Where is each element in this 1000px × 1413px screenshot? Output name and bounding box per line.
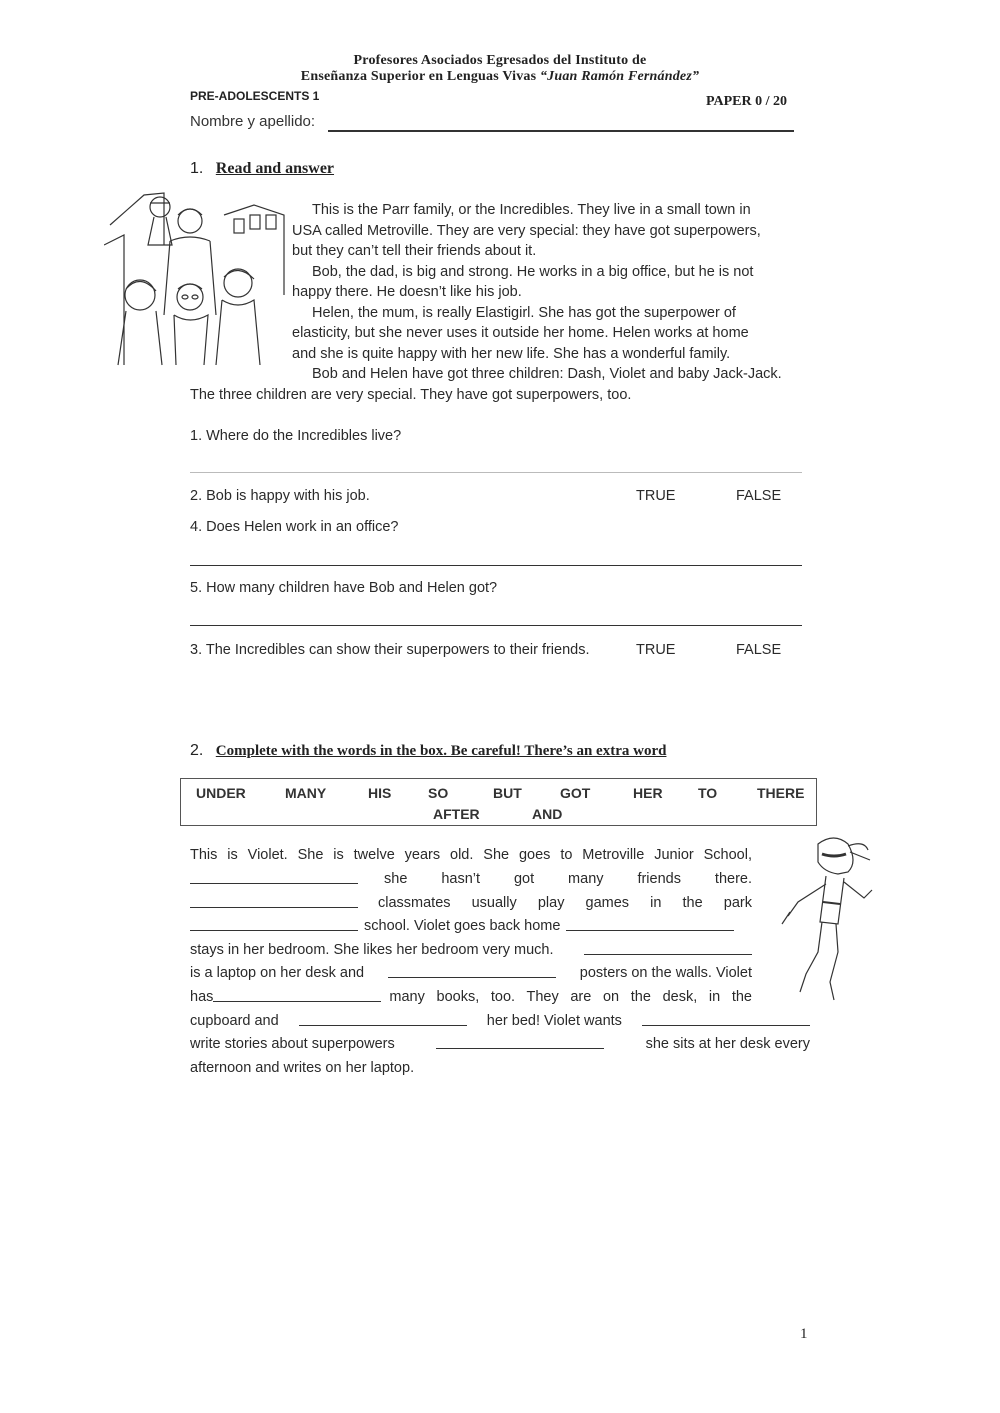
gap-10[interactable] xyxy=(436,1034,604,1049)
institution-line-2-prefix: Enseñanza Superior en Lenguas Vivas xyxy=(300,69,540,84)
cloze-line xyxy=(190,987,752,1008)
cloze-text: she sits at her desk every xyxy=(645,1036,810,1052)
institution-line-2 xyxy=(0,69,1000,85)
section-2-number: 2. xyxy=(190,742,204,759)
gap-7[interactable] xyxy=(213,987,381,1002)
question-5: 5. How many children have Bob and Helen got? xyxy=(190,580,498,596)
passage-line: USA called Metroville. They are very special: they have got superpowers, xyxy=(292,222,761,239)
cloze-text: she hasn’t got many friends there. xyxy=(384,871,752,887)
gap-6[interactable] xyxy=(388,963,556,978)
passage-line: and she is quite happy with her new life. She has a wonderful family. xyxy=(292,345,731,362)
passage-line: The three children are very special. They have got superpowers, too. xyxy=(190,387,632,403)
q3-false-option[interactable]: FALSE xyxy=(736,642,782,658)
section-2-heading xyxy=(190,742,666,760)
gap-2[interactable] xyxy=(190,893,358,908)
cloze-text: school. Violet goes back home xyxy=(364,918,561,934)
gap-5[interactable] xyxy=(584,940,752,955)
violet-illustration xyxy=(778,832,878,1004)
cloze-text: her bed! Violet wants xyxy=(486,1013,622,1029)
cloze-text: posters on the walls. Violet xyxy=(579,965,752,981)
institution-name: “Juan Ramón Fernández” xyxy=(539,69,700,84)
word-box xyxy=(180,778,817,826)
question-1: 1. Where do the Incredibles live? xyxy=(190,428,402,444)
cloze-line: This is Violet. She is twelve years old. She goes to Metroville Junior School, xyxy=(190,847,752,863)
cloze-text: write stories about superpowers xyxy=(190,1036,395,1052)
section-2-title: Complete with the words in the box. Be careful! There’s an extra word xyxy=(215,743,667,759)
paper-score: PAPER 0 / 20 xyxy=(706,94,788,109)
gap-9[interactable] xyxy=(642,1011,810,1026)
passage-line: This is the Parr family, or the Incredibles. They live in a small town in xyxy=(312,202,751,218)
cloze-line: afternoon and writes on her laptop. xyxy=(190,1060,415,1076)
q2-false-option[interactable]: FALSE xyxy=(736,488,782,504)
section-1-heading xyxy=(190,160,334,178)
cloze-line xyxy=(190,1034,810,1055)
cloze-line xyxy=(190,963,752,984)
name-field[interactable] xyxy=(328,130,794,132)
word-box-item: THERE xyxy=(757,785,805,801)
cloze-line xyxy=(190,869,752,890)
cloze-text: many books, too. They are on the desk, in the xyxy=(389,989,752,1005)
word-box-item: GOT xyxy=(560,785,591,801)
word-box-item: HER xyxy=(633,785,663,801)
answer-line-1[interactable] xyxy=(190,472,802,473)
section-1-title: Read and answer xyxy=(215,160,335,177)
cloze-line xyxy=(190,916,752,937)
gap-8[interactable] xyxy=(299,1011,467,1026)
word-box-item: BUT xyxy=(493,785,522,801)
q3-true-option[interactable]: TRUE xyxy=(636,642,676,658)
institution-line-1: Profesores Asociados Egresados del Instituto de xyxy=(353,53,647,68)
question-2: 2. Bob is happy with his job. xyxy=(190,488,370,504)
cloze-line xyxy=(190,893,752,914)
name-label: Nombre y apellido: xyxy=(190,113,316,130)
gap-4[interactable] xyxy=(566,916,734,931)
word-box-item: AFTER xyxy=(433,806,480,822)
cloze-line xyxy=(190,940,752,961)
level-label: PRE-ADOLESCENTS 1 xyxy=(190,89,320,103)
passage-line: happy there. He doesn’t like his job. xyxy=(292,284,522,300)
word-box-item: HIS xyxy=(368,785,392,801)
answer-line-4[interactable] xyxy=(190,565,802,566)
cloze-text: cupboard and xyxy=(190,1013,279,1029)
word-box-item: SO xyxy=(428,785,449,801)
cloze-line xyxy=(190,1011,810,1032)
passage-line: but they can’t tell their friends about it. xyxy=(292,243,537,259)
gap-3[interactable] xyxy=(190,916,358,931)
section-1-number: 1. xyxy=(190,160,204,177)
passage-line: elasticity, but she never uses it outside her home. Helen works at home xyxy=(292,325,749,341)
reading-passage xyxy=(292,200,812,385)
cloze-text: has xyxy=(190,989,214,1005)
answer-line-5[interactable] xyxy=(190,625,802,626)
incredibles-family-illustration xyxy=(104,185,290,370)
question-3: 3. The Incredibles can show their superpowers to their friends. xyxy=(190,642,590,658)
passage-line: Bob and Helen have got three children: Dash, Violet and baby Jack-Jack. xyxy=(312,366,782,382)
cloze-text: is a laptop on her desk and xyxy=(190,965,365,981)
page-number: 1 xyxy=(800,1326,808,1342)
q2-true-option[interactable]: TRUE xyxy=(636,488,676,504)
passage-line: Helen, the mum, is really Elastigirl. She has got the superpower of xyxy=(312,304,736,321)
cloze-text: stays in her bedroom. She likes her bedroom very much. xyxy=(190,942,554,958)
passage-line: Bob, the dad, is big and strong. He works in a big office, but he is not xyxy=(312,263,754,280)
question-4: 4. Does Helen work in an office? xyxy=(190,519,399,535)
word-box-item: AND xyxy=(532,806,563,822)
word-box-item: TO xyxy=(698,785,718,801)
word-box-item: UNDER xyxy=(196,785,246,801)
cloze-text: classmates usually play games in the park xyxy=(378,895,752,911)
gap-1[interactable] xyxy=(190,869,358,884)
word-box-item: MANY xyxy=(285,785,327,801)
